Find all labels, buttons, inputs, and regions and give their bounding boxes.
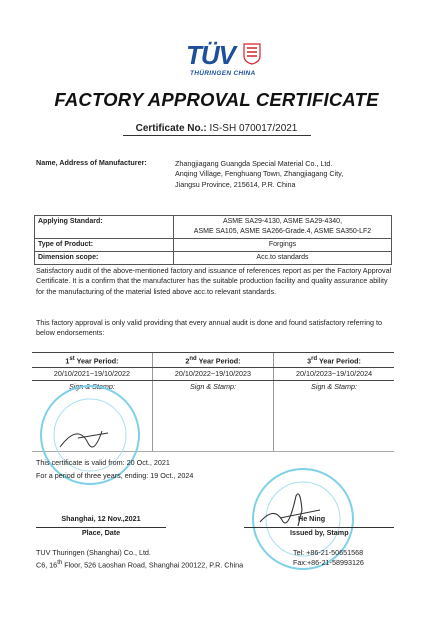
certificate-number-value: IS-SH 070017/2021: [209, 123, 298, 134]
issuer-contact: [293, 548, 364, 569]
year-period-header: 1st Year Period:: [32, 353, 152, 368]
dimension-scope-label: Dimension scope:: [35, 252, 174, 265]
product-info-table: [34, 215, 392, 265]
place-date-label: Place, Date: [81, 528, 121, 537]
manufacturer-address: [175, 159, 343, 190]
product-type-label: Type of Product:: [35, 239, 174, 252]
validity-period-text: For a period of three years, ending: 19 Oct., 2024: [36, 471, 194, 480]
applying-standard-value: [174, 216, 392, 239]
validity-paragraph: [36, 318, 396, 339]
paragraph-line: for the manufacturing of the material listed above acc.to relevant standards.: [36, 286, 277, 296]
issuer-street: C6, 16th Floor, 526 Laoshan Road, Shanghai 200122, P.R. China: [36, 560, 244, 570]
signer-name: He Ning: [298, 514, 326, 523]
applying-standard-label: Applying Standard:: [35, 216, 174, 239]
table-row: [32, 368, 394, 381]
manufacturer-line: Anqing Village, Fenghuang Town, Zhangjiagang City,: [175, 169, 344, 179]
fax-number: Fax:+86-21-58993126: [293, 558, 364, 568]
logo-subtitle: THÜRINGEN CHINA: [190, 70, 256, 77]
year-period-range: 20/10/2021~19/10/2022: [32, 368, 152, 381]
paragraph-line: This factory approval is only valid providing that every annual audit is done and found satisfactory referring to: [36, 318, 382, 327]
table-row: [35, 216, 392, 239]
phone-number: Tel: +86-21-50651568: [293, 548, 364, 557]
year-period-header: 2nd Year Period:: [152, 353, 273, 368]
sign-stamp-cell: Sign & Stamp:: [32, 381, 152, 452]
standard-line: ASME SA105, ASME SA266-Grade.4, ASME SA350-LF2: [193, 228, 372, 235]
valid-from-text: This certificate is valid from: 20 Oct., 2021: [36, 458, 170, 467]
year-period-range: 20/10/2023~19/10/2024: [274, 368, 394, 381]
standard-line: ASME SA29-4130, ASME SA29-4340,: [222, 218, 343, 225]
page-title: FACTORY APPROVAL CERTIFICATE: [54, 89, 379, 110]
issuer-company: TUV Thuringen (Shanghai) Co., Ltd.: [36, 548, 151, 557]
crest-icon: [243, 43, 261, 65]
manufacturer-line: Zhangjiagang Guangda Special Material Co., Ltd.: [175, 159, 333, 168]
paragraph-line: Certificate. It is a confirm that the manufacturer has the suitable production facility and quality assurance ability: [36, 276, 388, 286]
certificate-number: [0, 123, 433, 134]
issued-by-label: Issued by, Stamp: [290, 528, 349, 537]
place-date-value: Shanghai, 12 Nov.,2021: [61, 514, 141, 523]
table-row: [32, 353, 394, 368]
dimension-scope-value: Acc.to standards: [174, 252, 392, 265]
year-period-header: 3rd Year Period:: [274, 353, 394, 368]
certificate-number-label: Certificate No.:: [135, 123, 207, 134]
paragraph-line: below endorsements:: [36, 328, 105, 338]
paragraph-line: Satisfactory audit of the above-mentioned factory and issuance of references report as per the Factory Approval: [36, 266, 392, 275]
certificate-underline: [123, 135, 311, 136]
year-period-range: 20/10/2022~19/10/2023: [152, 368, 273, 381]
sign-stamp-cell: Sign & Stamp:: [274, 381, 394, 452]
sign-stamp-cell: Sign & Stamp:: [152, 381, 273, 452]
tuv-logo-text: TÜV: [186, 40, 235, 70]
product-type-value: Forgings: [174, 239, 392, 252]
table-row: [35, 239, 392, 252]
manufacturer-label: Name, Address of Manufacturer:: [36, 158, 147, 167]
audit-paragraph: [36, 266, 396, 297]
manufacturer-line: Jiangsu Province, 215614, P.R. China: [175, 179, 296, 189]
issuer-address: [36, 548, 243, 571]
table-row: [35, 252, 392, 265]
